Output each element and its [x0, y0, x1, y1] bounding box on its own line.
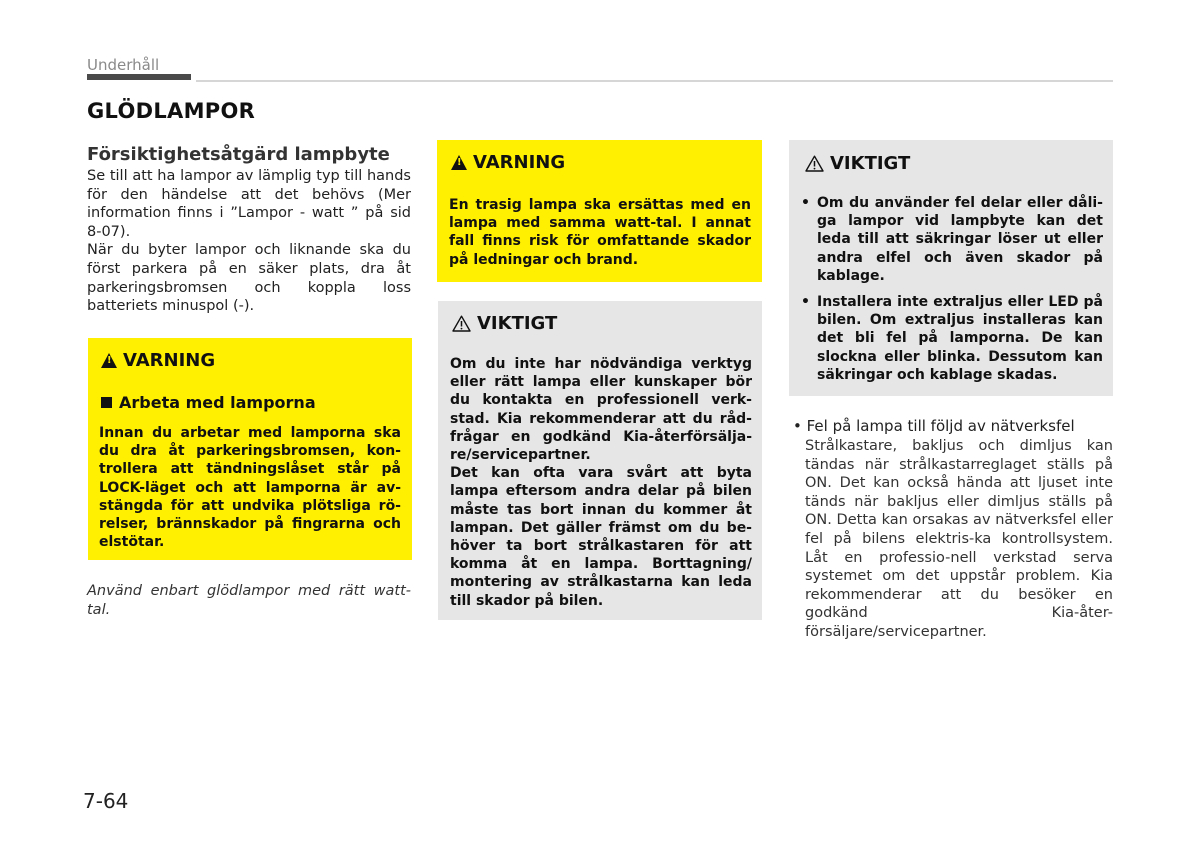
- warning-header: [451, 152, 565, 173]
- warning-triangle-icon: [101, 353, 117, 368]
- important-label: VIKTIGT: [477, 313, 558, 334]
- network-fault-text: Strålkastare, bakljus och dimljus kan tändas när strålkastarreglaget ställs på ON. Det kan också hända att ljuset inte tänds när bakljus eller dimljus ställs på ON. Detta kan orsakas av nätverksfel eller fel på bilens elektris-ka kontrollsystem. Låt en professio-nell verkstad serva systemet om det uppstår problem. Kia rekommenderar att du besöker en godkänd Kia-åter-försäljare/servicepartner.: [805, 438, 1113, 640]
- warning-triangle-icon: [451, 155, 467, 170]
- important-header: [805, 153, 910, 174]
- list-item: • Installera inte extraljus eller LED på bilen. Om extraljus installeras kan det bli fel på lamporna. De kan slockna eller blinka. Dessutom kan säkringar och kablage skadas.: [801, 293, 1103, 384]
- caution-triangle-icon: [452, 315, 471, 332]
- important-label: VIKTIGT: [830, 153, 911, 174]
- important-text-2: Det kan ofta vara svårt att byta lampa eftersom andra delar på bilen måste tas bort innan du kommer åt lampan. Det gäller främst om du be-höver ta bort strålkastaren för att komma åt en lampa. Borttagning/ montering av strålkastarna kan leda till skador på bilen.: [450, 465, 752, 609]
- important-header: [452, 313, 557, 334]
- warning-subheading: [101, 393, 316, 412]
- important-list: [801, 194, 1103, 392]
- warning-label: VARNING: [473, 152, 566, 173]
- list-item: • Om du använder fel delar eller dåli-ga lampor vid lampbyte kan det leda till att säkringar löser ut eller andra elfel och även skador på kablage.: [801, 194, 1103, 285]
- precaution-text: [87, 167, 411, 316]
- warning-text: Innan du arbetar med lamporna ska du dra åt parkeringsbromsen, kon-trollera att tändningslåset står på LOCK-läget och att lamporna är av-stängda för att undvika plötsliga rö-relser, brännskador på fingrarna och elstötar.: [99, 425, 401, 551]
- page-title: GLÖDLAMPOR: [87, 99, 256, 123]
- page-number: 7-64: [83, 789, 129, 813]
- section-rule: [196, 80, 1113, 82]
- important-box-tools: [438, 301, 762, 620]
- caution-triangle-icon: [805, 155, 824, 172]
- important-text: [450, 355, 752, 610]
- square-bullet-icon: [101, 397, 112, 408]
- wattage-note: Använd enbart glödlampor med rätt watt-tal.: [87, 583, 411, 618]
- warning-box-working-with-lamps: [88, 338, 412, 560]
- precaution-paragraph-1: Se till att ha lampor av lämplig typ till hands för den händelse att det behövs (Mer information finns i ”Lampor - watt ” på sid 8-07).: [87, 168, 411, 240]
- section-bar: [87, 74, 191, 80]
- important-text-1: Om du inte har nödvändiga verktyg eller rätt lampa eller kunskaper bör du kontakta en professionell verk-stad. Kia rekommenderar att du råd-frågar en godkänd Kia-återförsälja-re/servicepartner.: [450, 356, 752, 464]
- warning-text: En trasig lampa ska ersättas med en lampa med samma watt-tal. I annat fall finns risk för omfattande skador på ledningar och brand.: [449, 197, 751, 268]
- precaution-paragraph-2: När du byter lampor och liknande ska du först parkera på en säker plats, dra åt parkeringsbromsen och koppla loss batteriets minuspol (-).: [87, 242, 411, 315]
- important-box-parts: [789, 140, 1113, 396]
- warning-subheading-text: Arbeta med lamporna: [119, 393, 316, 412]
- warning-header: [101, 350, 215, 371]
- network-fault-heading: • Fel på lampa till följd av nätverksfel: [793, 417, 1075, 435]
- section-label: Underhåll: [87, 56, 160, 74]
- warning-label: VARNING: [123, 350, 216, 371]
- warning-box-broken-lamp: [437, 140, 762, 282]
- precaution-heading: Försiktighetsåtgärd lampbyte: [87, 144, 390, 165]
